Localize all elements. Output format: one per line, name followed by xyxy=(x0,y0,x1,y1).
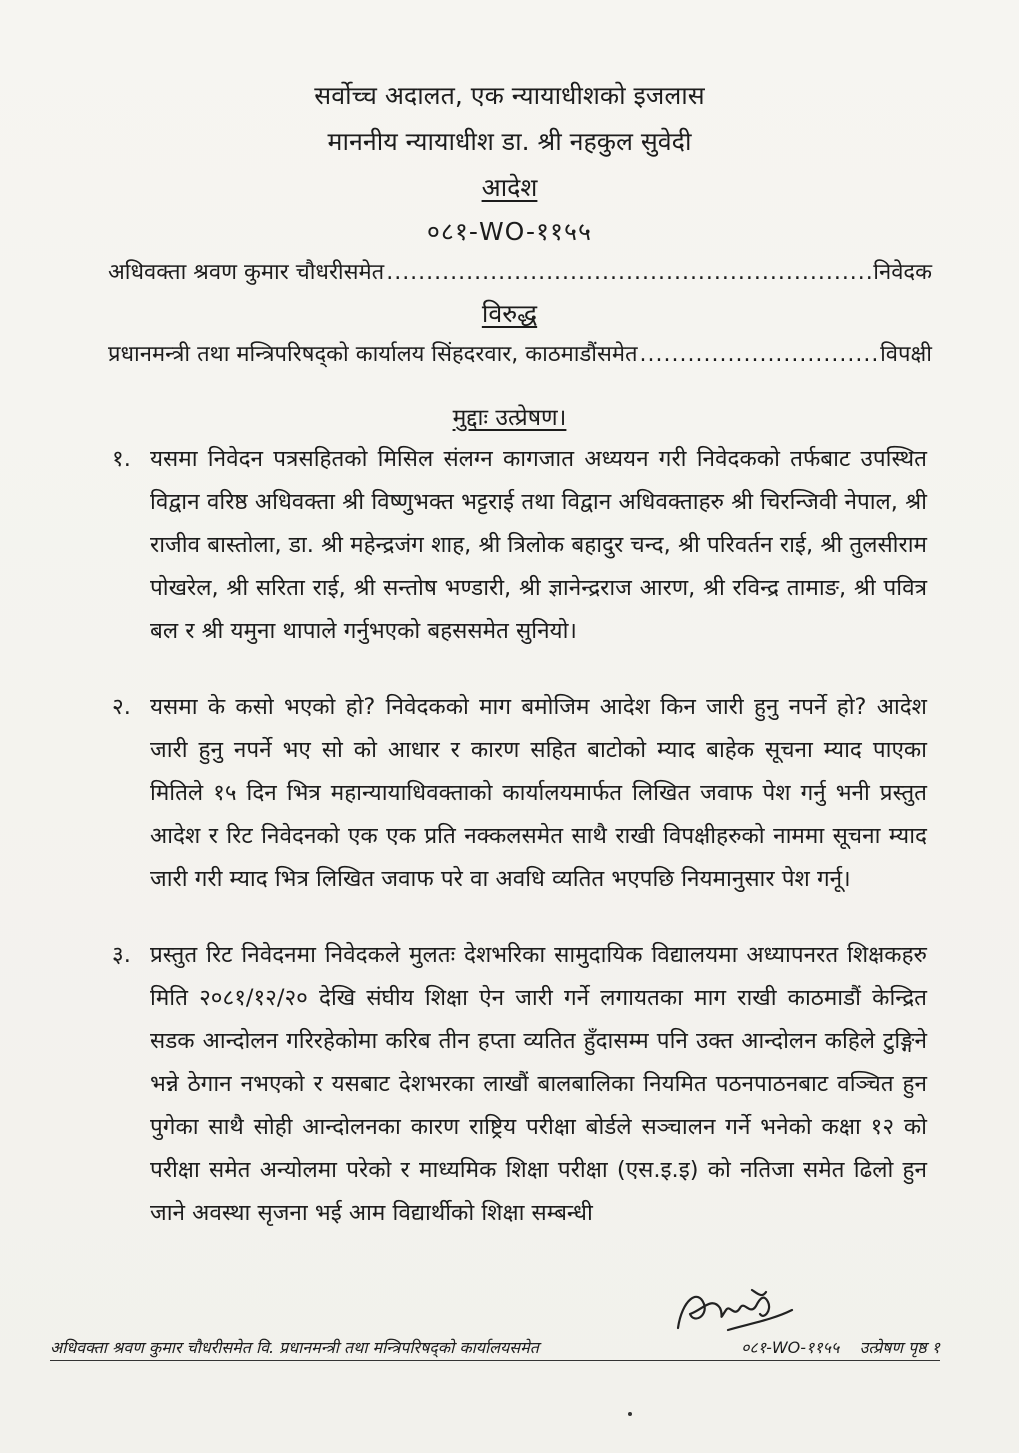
case-number: ०८१-WO-११५५ xyxy=(426,217,593,246)
petitioner-role: निवेदक xyxy=(873,260,932,285)
respondent-name: प्रधानमन्त्री तथा मन्त्रिपरिषद्को कार्यालय सिंहदरवार, काठमाडौंसमेत xyxy=(108,342,638,367)
paragraph-1 xyxy=(112,438,927,653)
footer-case-title: अधिवक्ता श्रवण कुमार चौधरीसमेत वि. प्रधानमन्त्री तथा मन्त्रिपरिषद्को कार्यालयसमेत xyxy=(50,1338,539,1357)
court-heading: सर्वोच्च अदालत, एक न्यायाधीशको इजलास xyxy=(314,81,705,110)
paragraph-2 xyxy=(112,686,927,901)
paragraph-text: प्रस्तुत रिट निवेदनमा निवेदकले मुलतः देशभरिका सामुदायिक विद्यालयमा अध्यापनरत शिक्षकहरु मिति २०८१/१२/२० देखि संघीय शिक्षा ऐन जारी गर्ने लगायतका माग राखी काठमाडौं केन्द्रित सडक आन्दोलन गरिरहेकोमा करिब तीन हप्ता व्यतित हुँदासम्म पनि उक्त आन्दोलन कहिले टुङ्गिने भन्ने ठेगान नभएको र यसबाट देशभरका लाखौं बालबालिका नियमित पठनपाठनबाट वञ्चित हुन पुगेका साथै सोही आन्दोलनका कारण राष्ट्रिय परीक्षा बोर्डले सञ्चालन गर्ने भनेको कक्षा १२ को परीक्षा समेत अन्योलमा परेको र माध्यमिक शिक्षा परीक्षा (एस.इ.इ) को नतिजा समेत ढिलो हुन जाने अवस्था सृजना भई आम विद्यार्थीको शिक्षा सम्बन्धी xyxy=(150,942,927,1226)
paragraph-number: २. xyxy=(112,694,131,720)
paragraph-3 xyxy=(112,934,927,1235)
petitioner-line xyxy=(108,256,932,286)
footer-case-number: ०८१-WO-११५५ xyxy=(741,1338,840,1357)
footer-right xyxy=(741,1336,940,1358)
paragraph-text: यसमा निवेदन पत्रसहितको मिसिल संलग्न कागजात अध्ययन गरी निवेदकको तर्फबाट उपस्थित विद्वान वरिष्ठ अधिवक्ता श्री विष्णुभक्त भट्टराई तथा विद्वान अधिवक्ताहरु श्री चिरन्जिवी नेपाल, श्री राजीव बास्तोला, डा. श्री महेन्द्रजंग शाह, श्री त्रिलोक बहादुर चन्द, श्री परिवर्तन राई, श्री तुलसीराम पोखरेल, श्री सरिता राई, श्री सन्तोष भण्डारी, श्री ज्ञानेन्द्रराज आरण, श्री रविन्द्र तामाङ, श्री पवित्र बल र श्री यमुना थापाले गर्नुभएको बहससमेत सुनियो। xyxy=(150,446,927,644)
leader-dots xyxy=(640,342,879,367)
paragraph-number: ३. xyxy=(112,942,131,968)
versus-heading: विरुद्ध xyxy=(481,299,538,328)
footer-page-label: उत्प्रेषण पृष्ठ १ xyxy=(859,1338,940,1357)
respondent-role: विपक्षी xyxy=(880,342,932,367)
leader-dots xyxy=(386,260,871,285)
respondent-line xyxy=(108,338,932,368)
page-footer xyxy=(50,1336,940,1361)
subject-heading: मुद्दाः उत्प्रेषण। xyxy=(452,405,567,431)
petitioner-name: अधिवक्ता श्रवण कुमार चौधरीसमेत xyxy=(108,260,385,285)
paragraph-text: यसमा के कसो भएको हो? निवेदकको माग बमोजिम आदेश किन जारी हुनु नपर्ने हो? आदेश जारी हुनु नपर्ने भए सो को आधार र कारण सहित बाटोको म्याद बाहेक सूचना म्याद पाएका मितिले १५ दिन भित्र महान्यायाधिवक्ताको कार्यालयमार्फत लिखित जवाफ पेश गर्नु भनी प्रस्तुत आदेश र रिट निवेदनको एक एक प्रति नक्कलसमेत साथै राखी विपक्षीहरुको नाममा सूचना म्याद जारी गरी म्याद भित्र लिखित जवाफ परे वा अवधि व्यतित भएपछि नियमानुसार पेश गर्नू। xyxy=(150,694,927,892)
judge-heading: माननीय न्यायाधीश डा. श्री नहकुल सुवेदी xyxy=(327,127,692,156)
speck-mark xyxy=(628,1412,632,1416)
order-title: आदेश xyxy=(481,173,538,202)
paragraph-number: १. xyxy=(112,446,131,472)
signature-icon xyxy=(668,1280,798,1342)
